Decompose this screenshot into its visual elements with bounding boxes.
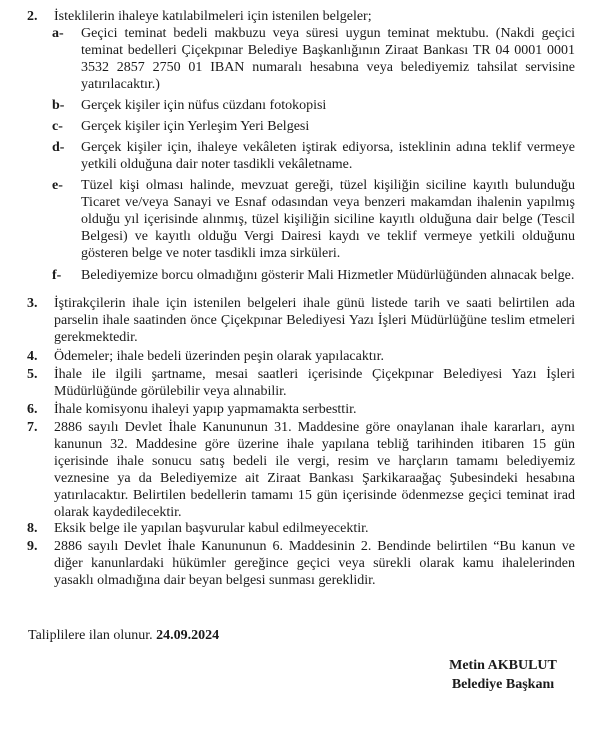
list-item xyxy=(27,295,575,346)
sub-item-letter: c- xyxy=(52,119,63,134)
list-item xyxy=(27,366,575,400)
sub-item-letter: e- xyxy=(52,178,63,193)
sub-item-text: Tüzel kişi olması halinde, mevzuat gereği, tüzel kişiliğin siciline kayıtlı bulunduğu Ticaret ve/veya Sanayi ve Esnaf odasından veya benzeri makamdan ihalenin yapılmış olduğu yıl içerisinde alınmış, tüzel kişiliğin siciline kayıtlı olduğuna dair belge (Tescil Belgesi) ve kayıtlı olduğu Vergi Dairesi kaydı ve teklif vermeye yetkili olduğunu gösteren belge ve noter tasdikli imza sirküleri. xyxy=(81,178,575,261)
item-text: 2886 sayılı Devlet İhale Kanununun 6. Maddesinin 2. Bendinde belirtilen “Bu kanun ve diğer kanunlardaki hükümler gereğince geçici veya sürekli olarak kamu ihalelerinden yasaklı olmadığına dair beyan belgesi sunması gereklidir. xyxy=(54,539,575,588)
sub-item xyxy=(52,97,575,114)
item-text: İştirakçilerin ihale için istenilen belgeleri ihale günü listede tarih ve saati belirtilen ada parselin ihale saatinden önce Çiçekpınar Belediyesi Yazı İşleri Müdürlüğüne teslim etmeleri gerekmektedir. xyxy=(54,296,575,345)
sub-item-text: Belediyemize borcu olmadığını gösterir Mali Hizmetler Müdürlüğünden alınacak belge. xyxy=(81,268,575,283)
sub-item-text: Geçici teminat bedeli makbuzu veya süresi uygun teminat mektubu. (Nakdi geçici teminat bedelleri Çiçekpınar Belediye Başkanlığının Ziraat Bankası TR 04 0001 0001 3532 2857 2750 01 IBAN numaralı hesabına veya belediyemiz tahsilat servisine yatırılacaktır.) xyxy=(81,26,575,92)
sub-item-text: Gerçek kişiler için nüfus cüzdanı fotokopisi xyxy=(81,98,327,113)
list-item xyxy=(27,419,575,521)
item-text: 2886 sayılı Devlet İhale Kanununun 31. Maddesine göre onaylanan ihale kararları, aynı kanunun 32. Maddesine göre üzerine ihale yapılana tebliğ tarihinden itibaren 15 gün içerisinde ihale sonucu satış bedeli ile vergi, resim ve harçların tamamı belediyemiz veznesine ya da Belediyemize ait Ziraat Bankası Şarkikaraağaç Şubesindeki hesabına yatırılacaktır. Belirtilen bedellerin tamamı 15 gün içerisinde ödenmezse geçici teminat irad olarak kaydedilecektir. xyxy=(54,420,575,520)
item-number: 8. xyxy=(27,521,38,536)
sub-item-text: Gerçek kişiler için Yerleşim Yeri Belgesi xyxy=(81,119,310,134)
closing-text: Taliplilere ilan olunur. xyxy=(28,628,153,643)
item-text: İhale komisyonu ihaleyi yapıp yapmamakta serbesttir. xyxy=(54,402,357,417)
signature-title: Belediye Başkanı xyxy=(451,677,555,692)
sub-item xyxy=(52,25,575,93)
signature-name: Metin AKBULUT xyxy=(449,658,557,673)
item-number: 6. xyxy=(27,402,38,417)
sub-item-text: Gerçek kişiler için, ihaleye vekâleten iştirak ediyorsa, isteklinin adına teklif vermeye yetkili olduğuna dair noter tasdikli vekâletname. xyxy=(81,140,575,172)
item-number: 7. xyxy=(27,420,38,435)
sub-item-letter: a- xyxy=(52,26,64,41)
item-text: Eksik belge ile yapılan başvurular kabul edilmeyecektir. xyxy=(54,521,369,536)
sub-item xyxy=(52,139,575,173)
sub-item-letter: d- xyxy=(52,140,65,155)
sub-item-letter: f- xyxy=(52,268,62,283)
sub-item-letter: b- xyxy=(52,98,65,113)
list-item xyxy=(27,520,575,537)
list-item xyxy=(27,401,575,418)
sub-item xyxy=(52,118,575,135)
sub-item xyxy=(52,177,575,262)
item-number: 5. xyxy=(27,367,38,382)
closing-line xyxy=(28,627,219,644)
item-number: 3. xyxy=(27,296,38,311)
item-text: İhale ile ilgili şartname, mesai saatleri içerisinde Çiçekpınar Belediyesi Yazı İşleri Müdürlüğünde görülebilir veya alınabilir. xyxy=(54,367,575,399)
item-number: 9. xyxy=(27,539,38,554)
list-item xyxy=(27,538,575,589)
sub-item xyxy=(52,267,575,284)
item-text: İsteklilerin ihaleye katılabilmeleri için istenilen belgeler; xyxy=(54,9,372,24)
item-number: 2. xyxy=(27,9,38,24)
list-item xyxy=(27,348,575,365)
item-number: 4. xyxy=(27,349,38,364)
item-text: Ödemeler; ihale bedeli üzerinden peşin olarak yapılacaktır. xyxy=(54,349,385,364)
list-item xyxy=(27,8,575,25)
announcement-date: 24.09.2024 xyxy=(156,628,220,643)
